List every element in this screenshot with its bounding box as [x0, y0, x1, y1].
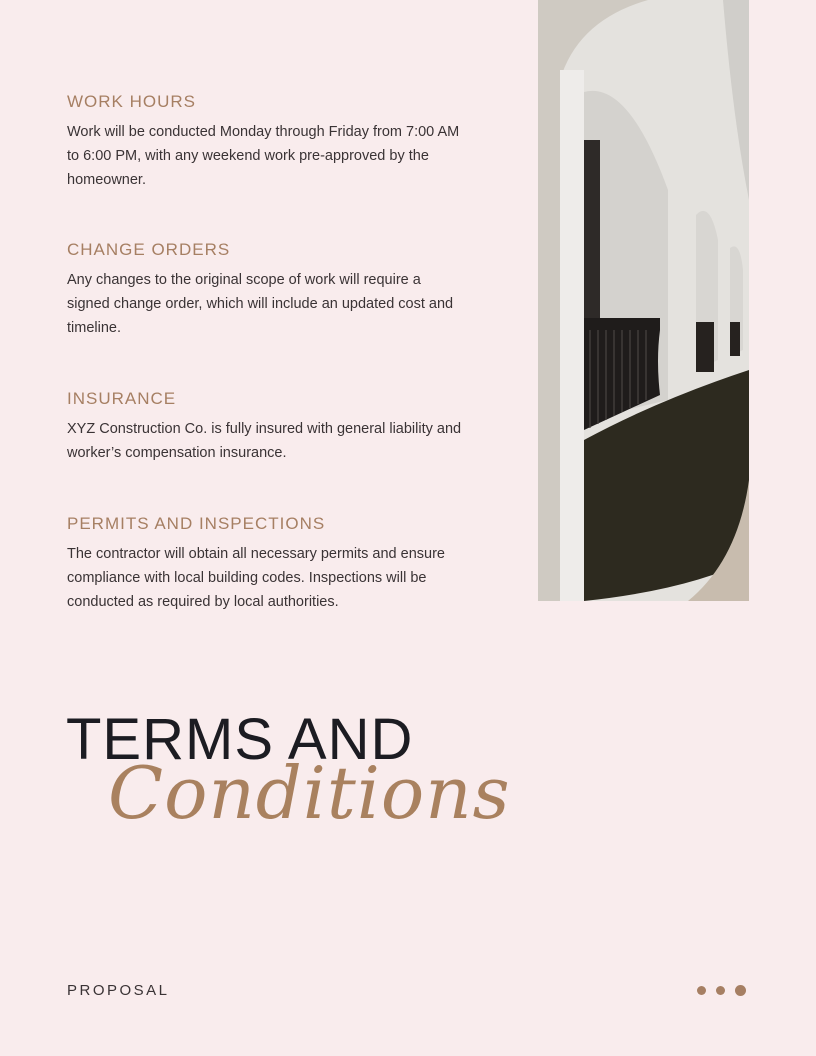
- dot-icon: [697, 986, 706, 995]
- section-permits: [67, 514, 467, 614]
- section-change-orders: [67, 240, 467, 340]
- footer-proposal-label: PROPOSAL: [67, 982, 170, 999]
- section-body: Any changes to the original scope of work will require a signed change order, which will include an updated cost and timeline.: [67, 272, 454, 336]
- section-insurance: [67, 389, 467, 465]
- dot-icon: [716, 986, 725, 995]
- title-conditions-script: Conditions: [108, 751, 511, 835]
- building-photo: [538, 0, 749, 601]
- section-body: Work will be conducted Monday through Friday from 7:00 AM to 6:00 PM, with any weekend work pre-approved by the homeowner.: [67, 124, 460, 188]
- section-heading: PERMITS AND INSPECTIONS: [67, 514, 326, 533]
- section-heading: INSURANCE: [67, 389, 177, 408]
- dot-icon: [735, 985, 746, 996]
- section-body: XYZ Construction Co. is fully insured with general liability and worker’s compensation insurance.: [67, 421, 462, 461]
- three-dots-icon: [697, 985, 746, 996]
- section-heading: CHANGE ORDERS: [67, 240, 231, 259]
- section-work-hours: [67, 92, 467, 192]
- title-terms-and: TERMS AND: [66, 707, 414, 772]
- section-body: The contractor will obtain all necessary permits and ensure compliance with local building codes. Inspections will be conducted as required by local authorities.: [67, 546, 445, 610]
- section-heading: WORK HOURS: [67, 92, 196, 111]
